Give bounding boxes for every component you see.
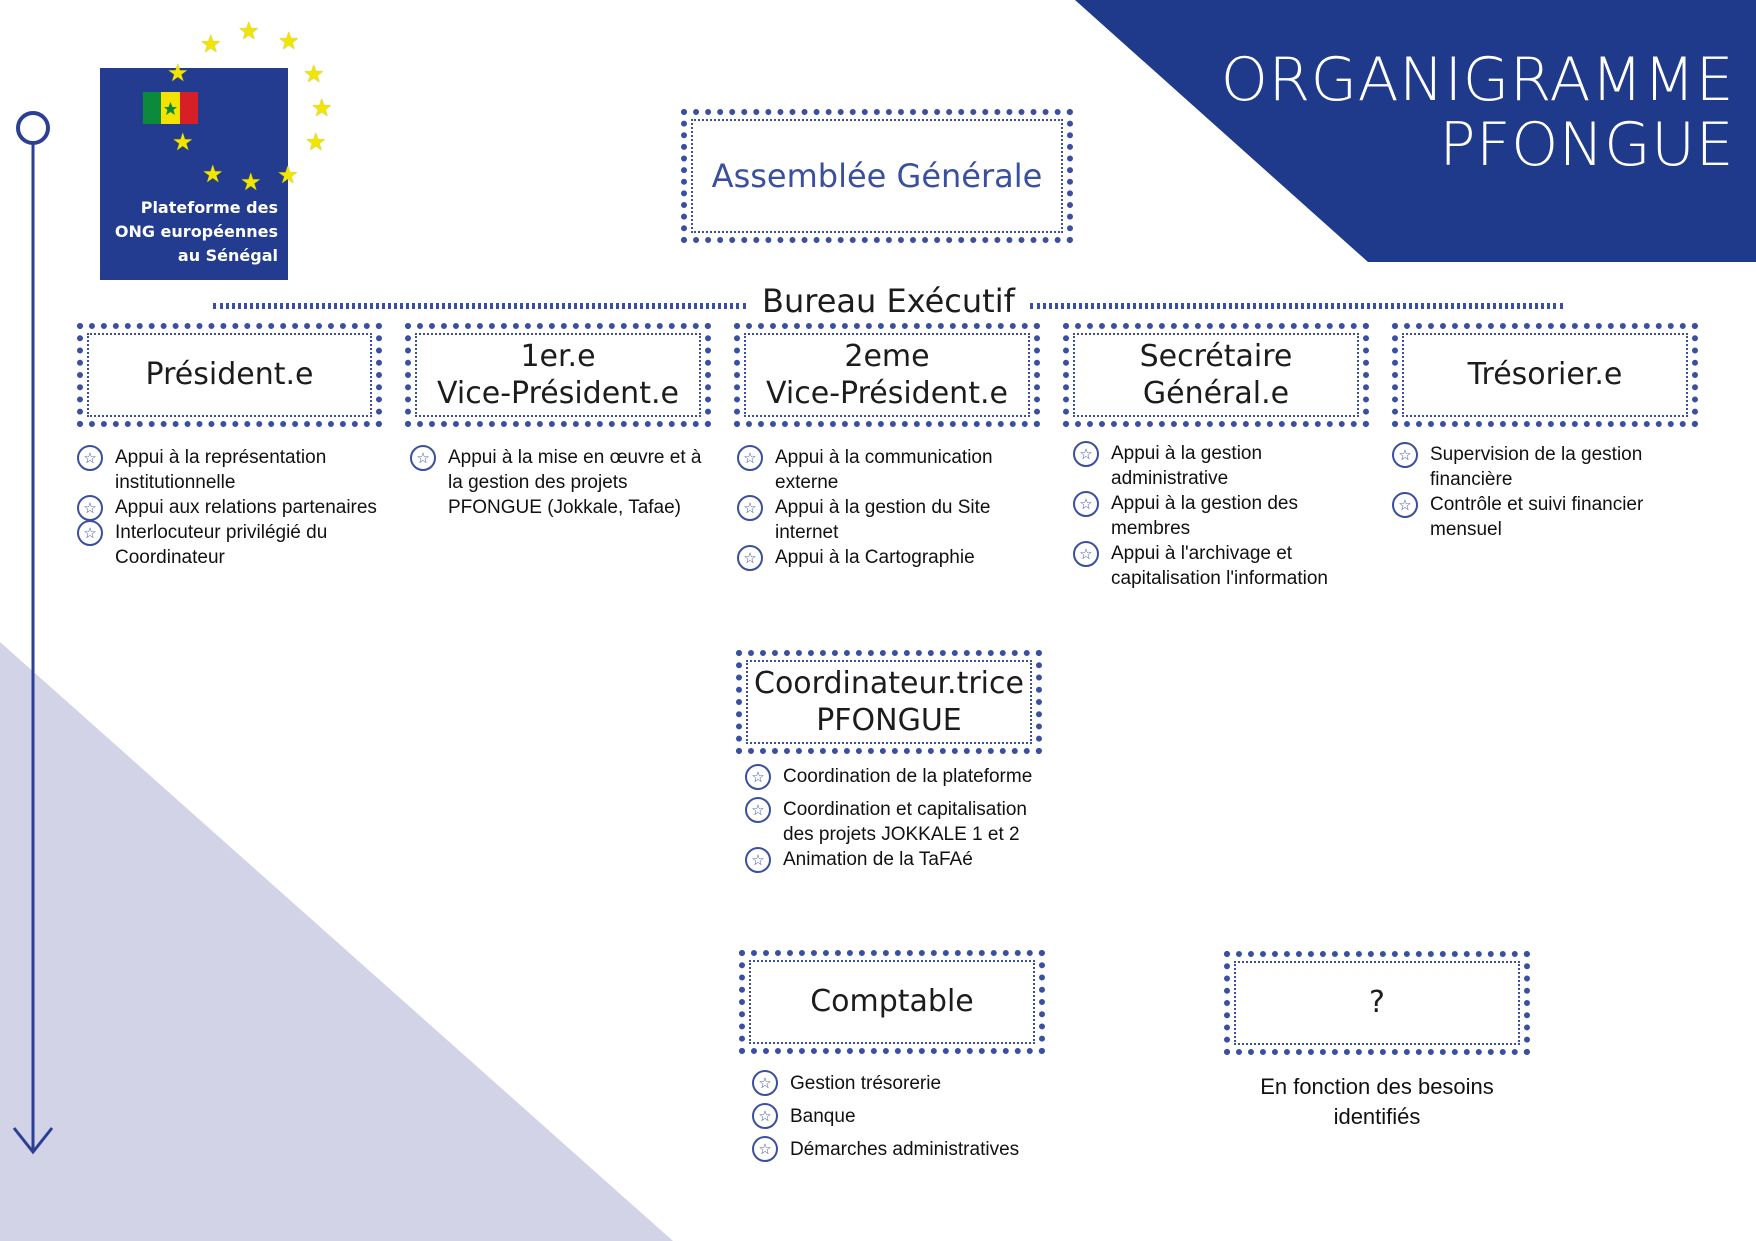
role-title: Président.e — [145, 357, 314, 393]
list-item-text: Animation de la TaFAé — [783, 849, 973, 870]
comptable-title: Comptable — [810, 984, 974, 1020]
lavender-triangle — [0, 642, 673, 1241]
coordinateur-title: Coordinateur.trice PFONGUE — [754, 665, 1024, 738]
role-box-vice-president-2 — [734, 323, 1040, 427]
star-icon: ☆ — [77, 520, 103, 546]
role-box-president — [77, 323, 382, 427]
bureau-executif-label: Bureau Exécutif — [762, 282, 1015, 320]
eu-star-icon: ★ — [200, 31, 222, 58]
star-icon: ☆ — [1073, 441, 1099, 467]
list-item — [737, 445, 1037, 495]
list-coordinateur — [745, 764, 1045, 872]
list-item — [410, 445, 710, 520]
list-vice-president-1 — [410, 445, 710, 520]
role-title: 2eme Vice-Président.e — [766, 338, 1008, 411]
list-item-text: Coordination et capitalisation des projets JOKKALE 1 et 2 — [783, 799, 1027, 845]
list-item-text: Appui à l'archivage et capitalisation l'information — [1111, 543, 1328, 589]
star-icon: ☆ — [77, 495, 103, 521]
star-icon: ☆ — [737, 495, 763, 521]
star-icon: ☆ — [1073, 541, 1099, 567]
star-icon: ☆ — [1392, 442, 1418, 468]
eu-star-icon: ★ — [172, 129, 194, 156]
role-box-tresorier — [1392, 323, 1698, 427]
eu-star-icon: ★ — [303, 61, 325, 88]
star-icon: ☆ — [1392, 492, 1418, 518]
role-title: 1er.e Vice-Président.e — [437, 338, 679, 411]
list-item-text: Coordination de la plateforme — [783, 766, 1033, 787]
logo-line3: au Sénégal — [177, 246, 278, 265]
list-item — [77, 520, 377, 570]
list-item — [745, 764, 1045, 789]
star-icon: ☆ — [737, 445, 763, 471]
bureau-line-left — [213, 303, 746, 309]
list-item — [752, 1100, 1052, 1133]
list-item-text: Appui à la Cartographie — [775, 547, 975, 568]
assemblee-generale-box — [681, 109, 1073, 243]
list-item-text: Appui à la communication externe — [775, 447, 993, 493]
title-line1: ORGANIGRAMME — [1220, 45, 1734, 115]
list-item — [77, 445, 377, 495]
coordinateur-box — [736, 650, 1042, 754]
list-item — [737, 495, 1037, 545]
eu-star-icon: ★ — [202, 161, 224, 188]
star-icon: ☆ — [752, 1136, 778, 1162]
star-icon: ☆ — [77, 445, 103, 471]
eu-star-icon: ★ — [305, 129, 327, 156]
star-icon: ☆ — [410, 445, 436, 471]
comptable-box — [739, 950, 1045, 1054]
list-item-text: Gestion trésorerie — [790, 1073, 942, 1094]
logo-line1: Plateforme des — [140, 198, 278, 217]
star-icon: ☆ — [745, 764, 771, 790]
timeline-start-circle — [18, 113, 48, 143]
list-item — [737, 545, 1037, 570]
list-president — [77, 445, 377, 570]
list-item-text: Appui à la représentation institutionnelle — [115, 447, 327, 493]
list-item-text: Appui aux relations partenaires — [115, 497, 377, 518]
list-tresorier — [1392, 442, 1692, 542]
list-item-text: Appui à la gestion du Site internet — [775, 497, 991, 543]
list-comptable — [752, 1067, 1052, 1166]
unknown-role-title: ? — [1369, 985, 1385, 1021]
star-icon: ☆ — [745, 797, 771, 823]
star-icon: ☆ — [737, 545, 763, 571]
list-item — [745, 797, 1045, 847]
unknown-role-note: En fonction des besoins identifiés — [1260, 1074, 1494, 1129]
list-item-text: Interlocuteur privilégié du Coordinateur — [115, 522, 328, 568]
bureau-line-right — [1030, 303, 1563, 309]
logo-text — [110, 196, 278, 268]
eu-star-icon: ★ — [277, 162, 299, 189]
role-title: Trésorier.e — [1467, 357, 1623, 393]
logo-line2: ONG européennes — [114, 222, 278, 241]
role-box-secretaire — [1063, 323, 1369, 427]
star-icon: ☆ — [752, 1103, 778, 1129]
eu-star-icon: ★ — [240, 169, 262, 196]
star-icon: ☆ — [1073, 491, 1099, 517]
list-item-text: Supervision de la gestion financière — [1430, 444, 1643, 490]
list-item — [1073, 491, 1373, 541]
eu-star-icon: ★ — [238, 18, 260, 45]
unknown-role-box — [1224, 951, 1530, 1055]
list-item-text: Appui à la mise en œuvre et à la gestion des projets PFONGUE (Jokkale, Tafae) — [448, 447, 702, 518]
list-item-text: Banque — [790, 1106, 856, 1127]
list-item-text: Appui à la gestion administrative — [1111, 443, 1263, 489]
senegal-flag-icon — [143, 92, 198, 124]
eu-star-icon: ★ — [311, 95, 333, 122]
star-icon: ☆ — [752, 1070, 778, 1096]
eu-star-icon: ★ — [278, 28, 300, 55]
list-item — [1392, 492, 1692, 542]
title-line2: PFONGUE — [1439, 109, 1734, 180]
list-item — [1073, 541, 1373, 591]
list-item-text: Démarches administratives — [790, 1139, 1020, 1160]
star-icon: ☆ — [745, 847, 771, 873]
list-item-text: Contrôle et suivi financier mensuel — [1430, 494, 1644, 540]
role-title: Secrétaire Général.e — [1139, 338, 1293, 411]
page-title — [1220, 45, 1734, 180]
eu-star-icon: ★ — [167, 60, 189, 87]
list-item — [745, 847, 1045, 872]
list-item — [752, 1067, 1052, 1100]
list-item — [1073, 441, 1373, 491]
list-item — [77, 495, 377, 520]
list-item — [752, 1133, 1052, 1166]
assemblee-generale-label: Assemblée Générale — [711, 157, 1043, 195]
list-item — [1392, 442, 1692, 492]
list-vice-president-2 — [737, 445, 1037, 570]
list-item-text: Appui à la gestion des membres — [1111, 493, 1298, 539]
list-secretaire — [1073, 441, 1373, 591]
role-box-vice-president-1 — [405, 323, 711, 427]
